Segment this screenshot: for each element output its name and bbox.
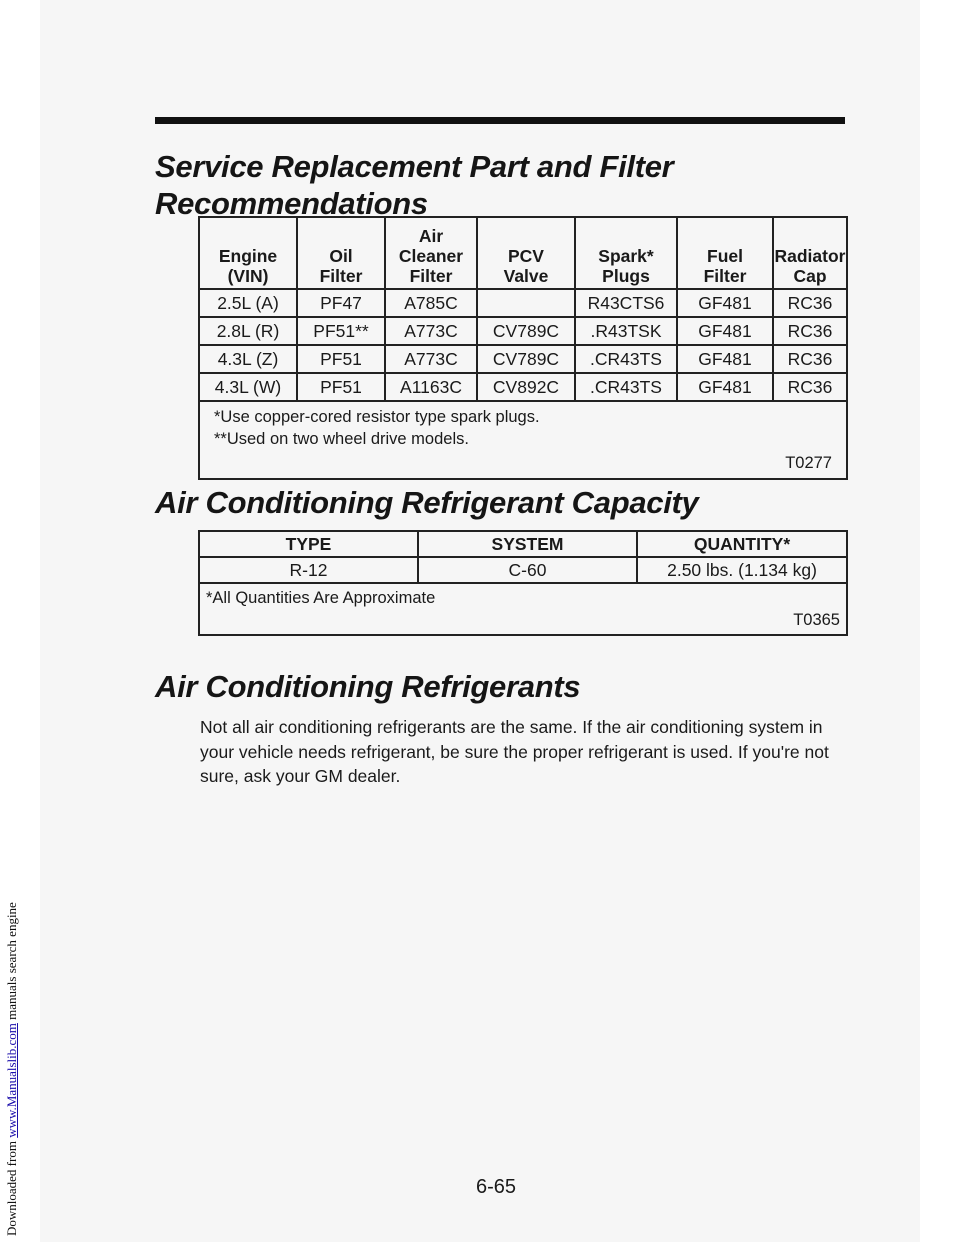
capacity-note-row <box>199 583 847 635</box>
parts-table <box>198 216 848 480</box>
table-row: 2.5L (A) PF47 A785C R43CTS6 GF481 RC36 <box>199 289 847 317</box>
radiator-cap-header: Radiator Cap <box>773 217 847 289</box>
manual-page <box>40 0 920 1242</box>
table-row: 2.8L (R) PF51** A773C CV789C .R43TSK GF481 RC36 <box>199 317 847 345</box>
parts-table-code: T0277 <box>785 454 832 472</box>
capacity-table <box>198 530 848 636</box>
pcv-header: PCV Valve <box>477 217 575 289</box>
capacity-table-code: T0365 <box>793 611 840 629</box>
download-banner: Downloaded from www.Manualslib.com manuals search engine <box>4 902 19 1236</box>
spark-plugs-header: Spark* Plugs <box>575 217 677 289</box>
capacity-footnote: *All Quantities Are Approximate T0365 <box>199 583 847 635</box>
oil-filter-header: Oil Filter <box>297 217 385 289</box>
page-number: 6-65 <box>476 1176 517 1198</box>
system-header: SYSTEM <box>418 531 637 557</box>
refrigerants-paragraph: Not all air conditioning refrigerants are the same. If the air conditioning system in your vehicle needs refrigerant, be sure the proper refrigerant is used. If you're not sure, ask your GM dealer. <box>200 717 829 786</box>
fuel-filter-header: Fuel Filter <box>677 217 773 289</box>
parts-header-row <box>199 217 847 289</box>
table-row: R-12 C-60 2.50 lbs. (1.134 kg) <box>199 557 847 583</box>
type-header: TYPE <box>199 531 418 557</box>
air-cleaner-header: Air Cleaner Filter <box>385 217 477 289</box>
refrigerants-heading: Air Conditioning Refrigerants <box>155 669 581 704</box>
manualslib-link[interactable]: www.Manualslib.com <box>4 1023 19 1138</box>
table-row: 4.3L (W) PF51 A1163C CV892C .CR43TS GF481 RC36 <box>199 373 847 401</box>
parts-footnotes: *Use copper-cored resistor type spark plugs. **Used on two wheel drive models. T0277 <box>199 401 847 479</box>
service-heading: Service Replacement Part and Filter Recommendations <box>155 149 674 221</box>
parts-notes-row <box>199 401 847 479</box>
quantity-header: QUANTITY* <box>637 531 847 557</box>
capacity-header-row <box>199 531 847 557</box>
capacity-heading: Air Conditioning Refrigerant Capacity <box>155 485 699 520</box>
engine-header: Engine (VIN) <box>199 217 297 289</box>
download-sidebar <box>0 0 28 1242</box>
table-row: 4.3L (Z) PF51 A773C CV789C .CR43TS GF481 RC36 <box>199 345 847 373</box>
top-rule <box>155 117 845 124</box>
